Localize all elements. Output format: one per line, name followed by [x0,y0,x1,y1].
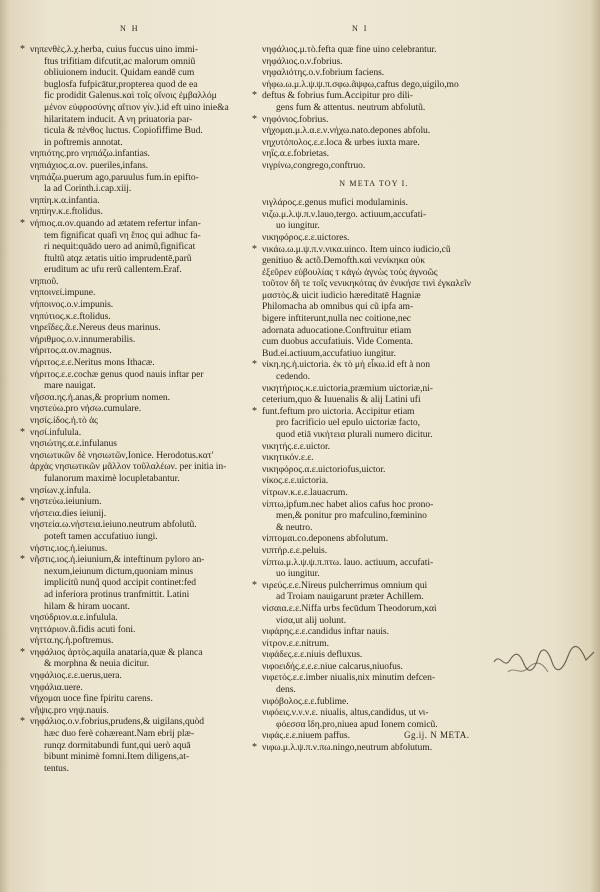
text-line [30,635,262,647]
text-line [262,313,486,325]
text-line [30,670,262,682]
line-text: νίπτω.μ.λ.ψ.ψ.π.πτω. lauo. actiuum, accufati- [262,556,434,568]
line-text: funt.feftum pro uictoria. Accipitur etiam [262,405,415,417]
line-text: νηφάλιος.ο.ν.fobrius,prudens,& uigilans,quòd [30,716,204,728]
text-line [30,380,262,392]
line-text: νίσα,ut alij uolunt. [276,614,346,626]
text-line [30,682,262,694]
line-text: poteft tamen accufatiuo iungi. [44,530,158,542]
line-text: νιζω.μ.λ.ψ.π.ν.lauo,tergo. actiuum,accufati- [262,208,427,220]
right-column [252,44,486,754]
line-text: νήστεια.dies ieiunij. [30,507,107,519]
line-text: uo iungitur. [276,568,320,580]
text-line [252,579,486,592]
line-text: ad Troiam nauigarunt præter Achillem. [276,591,424,603]
text-line [30,658,262,670]
page-edge-left [0,0,10,892]
text-line [262,672,486,684]
text-line [30,612,262,624]
line-text: νήχομαι uoce fine fpiritu carens. [30,693,153,705]
line-text: νηπιοῦ. [30,275,59,287]
text-line [30,264,262,276]
text-line [30,740,262,752]
text-line [30,90,262,102]
line-text: νηφάλιος.ο.ν.fobrius. [262,55,343,67]
text-line [262,160,486,172]
text-line [30,137,262,149]
text-line [262,522,486,534]
text-line [30,160,262,172]
line-text: νήπιος.α.ον.quando ad ætatem refertur infan- [30,217,201,229]
text-line [262,278,486,290]
line-text: runqz dormitabundi funt,qui uerò aquā [44,739,191,751]
text-line [30,519,262,531]
text-line [262,696,486,708]
line-text: νηφάλιος ἀρτὸς.aquila anataria,quæ & planca [30,646,203,658]
text-line [30,392,262,404]
asterisk-marker-icon: * [252,359,257,371]
text-line [30,67,262,79]
line-text: ri nequit:quādo uero ad animũ,fignificat [44,241,196,253]
text-line [30,415,262,427]
text-line [262,452,486,464]
text-line [30,693,262,705]
line-text: νησιωτικῶν δὲ νησιωτῶν,Ionice. Herodotus.κατ' [30,449,214,461]
line-text: hæc duo ferè cohæreant.Nam ebrij plæ- [44,728,195,740]
text-line [262,429,486,441]
text-line [30,357,262,369]
line-text: νιφάδες.ε.ε.niuis defluxus. [262,649,363,661]
text-line [20,44,262,56]
text-line [262,301,486,313]
text-line [262,56,486,68]
line-text: ad inferiora protinus tranfmittit. Latini [44,588,190,600]
left-column [20,44,262,774]
text-line [20,217,262,230]
text-line [30,577,262,589]
line-text: νηφάλιος.μ.τὸ.fefta quæ fine uino celebrantur. [262,44,437,55]
asterisk-marker-icon: * [252,90,257,102]
text-line [262,661,486,673]
line-text: ticula & πένθος luctus. Copiofiffime Bud. [44,125,203,137]
text-line [262,626,486,638]
line-text: νῆψις.pro νηψ.nauis. [30,704,109,716]
text-line [262,394,486,406]
line-text: νίπτομαι.co.deponens abfolutum. [262,533,388,545]
text-line [20,554,262,566]
text-line [262,137,486,149]
line-text: νηπύτιος.κ.ε.ftolidus. [30,310,111,322]
line-text: νήριτος.α.ον.magnus. [30,345,112,357]
line-text: fic prodidit Galenus.καὶ τοῖς οἴνοις ἐμβαλλόμ [44,90,217,102]
line-text: buglosfa fufpicātur,propterea quod de ea [44,78,198,90]
asterisk-marker-icon: * [20,716,25,728]
line-text: νῆσσα.ης.ἡ.anas,& proprium nomen. [30,391,171,403]
text-line [30,531,262,543]
text-line [30,195,262,207]
text-line [30,566,262,578]
text-line [252,243,486,256]
line-text: la ad Corinth.i.cap.xiij. [44,183,132,195]
line-text: νικητήριος.κ.ε.uictoria,præmium uictoriæ,ni- [262,382,433,394]
text-line [30,543,262,555]
line-text: νιφετός.ε.ε.imber niualis,nix minutim defcen- [262,672,436,684]
line-text: dens. [276,684,296,696]
line-text: νιρεύς.ε.ε.Nireus pulcherrimus omnium qui [262,579,428,591]
text-line [262,348,486,360]
text-line [262,290,486,302]
line-text: νίσαια.ε.ε.Niffa urbs fecūdum Theodorum,καὶ [262,602,437,614]
text-line [262,603,486,615]
text-line [262,615,486,627]
line-text: νικηφόρος.ε.ε.uictores. [262,231,350,243]
line-text: νησίς.ίδος.ἡ.τὸ ἀς [30,415,98,426]
text-line [262,102,486,114]
text-line [30,230,262,242]
text-line [30,172,262,184]
text-line [262,67,486,79]
line-text: νηρεΐδες.ᾶ.ε.Nereus deus marinus. [30,322,161,334]
text-line [30,299,262,311]
line-text: hilaritatem inducit. A νη priuatoria par- [44,113,193,125]
text-line [262,197,486,209]
line-text: hilam & hiram uocant. [44,600,130,612]
text-line [262,707,486,719]
asterisk-marker-icon: * [252,243,257,255]
text-line [262,148,486,160]
text-line [30,183,262,195]
text-line [262,591,486,603]
line-text: νηφαλιότης.ο.ν.fobrium faciens. [262,67,385,79]
line-text: νίπτω,ipfum.nec habet alios cafus hoc prono- [262,498,434,510]
line-text: in poftremis annotat. [44,136,123,148]
line-text: νῆστις.ιος.ἡ.ieiunium,& inteftinum pyloro an- [30,554,205,566]
line-text: νίτρων.κ.ε.ε.lauacrum. [262,486,348,498]
line-text: νηΐς.α.ε.fobrietas. [262,148,329,160]
asterisk-marker-icon: * [20,426,25,438]
text-line [262,209,486,221]
text-line [30,79,262,91]
line-text: & neutro. [276,521,313,533]
text-line [20,426,262,439]
line-text: νιφόεις.ν.ν.ν.ε. niualis, altus,candidus, ut νι- [262,707,429,719]
line-text: uo iungitur. [276,220,320,232]
line-text: & morphna & neuia dicitur. [44,658,150,670]
text-line [252,90,486,102]
line-text: men,& ponitur pro mafculino,fœminino [276,510,427,522]
text-line [262,371,486,383]
text-line [30,485,262,497]
text-line [30,751,262,763]
line-text: νήφω.ω.μ.λ.ψ.ψ.π.σφω.ᾶψφω,caftus dego,uigilo,mo [262,78,459,90]
text-line [262,232,486,244]
line-text: νηπιότης.pro νηπιάζω.infantias. [30,148,150,160]
line-text: νησίων.χ.infula. [30,484,91,496]
text-line [262,220,486,232]
line-text: Bud.ei.actiuum,accufatiuo iungitur. [262,347,396,359]
line-text: νίκη.ης.ἡ.uictoria. ἐκ τὸ μὴ εἶκω.id eft à non [262,359,430,371]
text-line [262,417,486,429]
line-text: μαστὸς.& uicit iudicio hæreditatē Hagniæ [262,289,421,301]
line-text: νηφόνιος.fobrius. [262,113,329,125]
line-text: νηπενθὲς.λ.χ.herba, cuius fuccus uino immi- [30,44,199,55]
text-line [30,114,262,126]
line-text: τοῦτον δῆ τε τοῖς νενικηκότας ἀν ἐνικήσε τινὶ ἐγκαλεῖν [262,278,471,290]
line-text: cedendo. [276,371,310,383]
text-line [252,359,486,371]
line-text: μένον εὐφροσύνης αἴτιον γίν.).id eft uino inie&a [44,101,229,113]
line-text: νησύδριον.α.ε.infulula. [30,612,118,624]
line-text: Philomacha ab omnibus qui cũ ipfa am- [262,301,414,313]
line-text: νιπτήρ.ε.ε.peluis. [262,544,328,556]
text-line [30,450,262,462]
text-line [30,508,262,520]
line-text: νηπίη.κ.α.infantia. [30,194,100,206]
text-line [30,125,262,137]
text-line [30,102,262,114]
line-text: νηστεύω.ieiunium. [30,496,102,508]
text-line [30,287,262,299]
line-text: obliuionem inducit. Quidam eandē cum [44,67,195,79]
line-text: νικηφόρος.α.ε.uictoriofus,uictor. [262,463,386,475]
text-line [262,638,486,650]
text-line [30,473,262,485]
handwritten-margin-note [490,632,600,692]
line-text: νηπιάζω.puerum ago,paruulus fum.in epifto- [30,171,199,183]
asterisk-marker-icon: * [252,742,257,754]
text-line [262,267,486,279]
text-line [262,325,486,337]
line-text: ftus trifitiam difcutit,ac malorum omniũ [44,55,196,67]
line-text: νιφόβολος.ε.ε.fublime. [262,695,349,707]
line-text: νήριτος.ε.ε.Neritus mons Ithacæ. [30,357,155,369]
line-text: νήττα.ης.ἡ.poftremus. [30,635,114,647]
line-text: νηφάλιος.ε.ε.uerus,uera. [30,670,122,682]
line-text: νιγρίνω,congrego,conftruo. [262,159,366,171]
text-line [30,322,262,334]
text-line [262,441,486,453]
text-line [262,649,486,661]
line-text: νηττάριον.ᾶ.fidis acuti foni. [30,623,136,635]
line-text: deftus & fobrius fum.Accipitur pro dili- [262,90,413,102]
line-text: eruditum ac ufu rerũ callentem.Eraf. [44,264,182,276]
line-text: ἀρχὰς νησιωτικῶν μᾶλλον τοῦλαλέων. per initia in- [30,461,227,473]
text-line [30,589,262,601]
text-line [252,113,486,126]
text-line [262,533,486,545]
line-text: νιφάς.ε.ε.niuem paffus. [262,730,350,742]
text-line [262,464,486,476]
text-line [262,545,486,557]
text-line [20,496,262,508]
text-line [30,461,262,473]
line-text: φόεσσα ἴδη.pro,niuea apud Ionem comicũ. [276,718,438,730]
line-text: νήριτος.ε.ε.cochæ genus quod nauis inftar per [30,368,204,380]
line-text: fulanorum maximè locupletabantur. [44,472,180,484]
asterisk-marker-icon: * [252,113,257,125]
text-line [30,311,262,323]
text-line [30,728,262,740]
line-text: νησιώτης.α.ε.infulanus [30,438,117,450]
asterisk-marker-icon: * [252,405,257,417]
text-line [262,557,486,569]
line-text: tem fignificat quafi νη ἔπος qui adhuc fa- [44,229,201,241]
line-text: tentus. [44,762,69,774]
text-line [30,601,262,613]
text-line [262,510,486,522]
asterisk-marker-icon: * [20,496,25,508]
line-text: νηχυτόπολος.ε.ε.loca & urbes iuxta mare. [262,136,420,148]
line-text: νηστεύω.pro νήσω.cumulare. [30,403,142,415]
text-line [262,383,486,395]
text-line [252,742,486,754]
running-head-left: N H [120,24,140,33]
text-line [262,499,486,511]
catchword: Gg.ij. N META. [404,730,470,740]
text-line [262,336,486,348]
line-text: νίτρον.ε.ε.nitrum. [262,637,330,649]
line-text: mare nauigat. [44,380,96,392]
text-line [30,345,262,357]
line-text: ἐξεῦρεν εὐβουλίας τ κἀγὼ ἀγνὼς τοὺς ἀγνοῶς [262,266,438,278]
text-line [30,705,262,717]
line-text: adornata aduocatione.Conftruitur etiam [262,324,412,336]
line-text: νηπίην.κ.ε.ftolidus. [30,206,103,218]
text-line [30,241,262,253]
asterisk-marker-icon: * [20,44,25,55]
text-line [262,719,486,731]
line-text: νιφοειδής.ε.ε.ε.niue calcarus,niuofus. [262,660,403,672]
running-head-right: N I [352,24,369,33]
text-line [262,475,486,487]
line-text: νιφάρης.ε.ε.candidus inftar nauis. [262,626,389,638]
line-text: quod etiā νικήτεια plurali numero dicitur. [276,429,433,440]
text-line [30,624,262,636]
text-line [30,206,262,218]
line-text: νηπιάχιος.α.ον. pueriles,infans. [30,159,149,171]
asterisk-marker-icon: * [20,217,25,229]
line-text: implicitũ nunq̃ quod accipit continet:fed [44,577,196,589]
line-text: νηποινεί.impune. [30,287,96,299]
line-text: bibunt minimè fomni.Item diligens,at- [44,751,189,763]
text-line [30,763,262,775]
text-line [262,125,486,137]
text-line [30,253,262,265]
line-text: bigere inftiterunt,nulla nec coitione,nec [262,313,411,325]
text-line [262,568,486,580]
text-line [30,334,262,346]
text-line [30,276,262,288]
text-line [30,369,262,381]
line-text: νήποινος.ο.ν.impunis. [30,299,114,311]
line-text: pro facrificio uel epulo uictoriæ facto, [276,417,420,429]
asterisk-marker-icon: * [20,554,25,566]
line-text: νησί.infulula. [30,426,82,438]
line-text: νιγλάρος.ε.genus mufici modulaminis. [262,197,408,209]
text-line [20,716,262,728]
line-text: nexum,ieiunum dictum,quoniam minus [44,565,194,577]
line-text: genitiuo & actõ.Demofth.καὶ νενίκηκα οὐκ [262,255,426,267]
line-text: νηστεία.ω.νήστεια.ieiuno.neutrum abfolutũ. [30,519,197,531]
text-line [262,487,486,499]
text-line [252,405,486,418]
line-text: ceterium,quo & Iuuenalis & alij Latini ufi [262,394,421,406]
line-text: gens fum & attentus. neutrum abfolutũ. [276,101,426,113]
asterisk-marker-icon: * [252,579,257,591]
asterisk-marker-icon: * [20,646,25,658]
line-text: ftultũ atqz ætatis uitio imprudentē,parũ [44,252,192,264]
text-line [30,56,262,68]
text-line [30,148,262,160]
line-text: cum duobus accufatiuis. Vide Comenta. [262,336,413,348]
line-text: νίκος.ε.ε.uictoria. [262,475,329,487]
text-line [30,403,262,415]
text-line [20,646,262,659]
text-line [262,255,486,267]
line-text: νικάω.ω.μ.ψ.π.ν.νικα.uinco. Item uinco iudicio,cũ [262,243,451,255]
page-edge-right [590,0,600,892]
text-line [30,438,262,450]
line-text: νήστις.ιος.ἡ.ieiunus. [30,542,108,554]
line-text: νιφω.μ.λ.ψ.π.ν.πω.ningo,neutrum abfolutum. [262,742,433,754]
text-line [262,79,486,91]
section-heading: N META TOY I. [339,178,409,188]
text-line [262,684,486,696]
line-text: νηφάλια.uere. [30,681,83,693]
line-text: νικητικόν.ε.ε. [262,452,314,464]
text-line [262,44,486,56]
line-text: νήχομαι.μ.λ.α.ε.ν.νήχω.nato.depones abfolu. [262,125,431,137]
line-text: νήριθμος.ο.ν.innumerabilis. [30,333,136,345]
line-text: νικητής.ε.ε.uictor. [262,440,330,452]
